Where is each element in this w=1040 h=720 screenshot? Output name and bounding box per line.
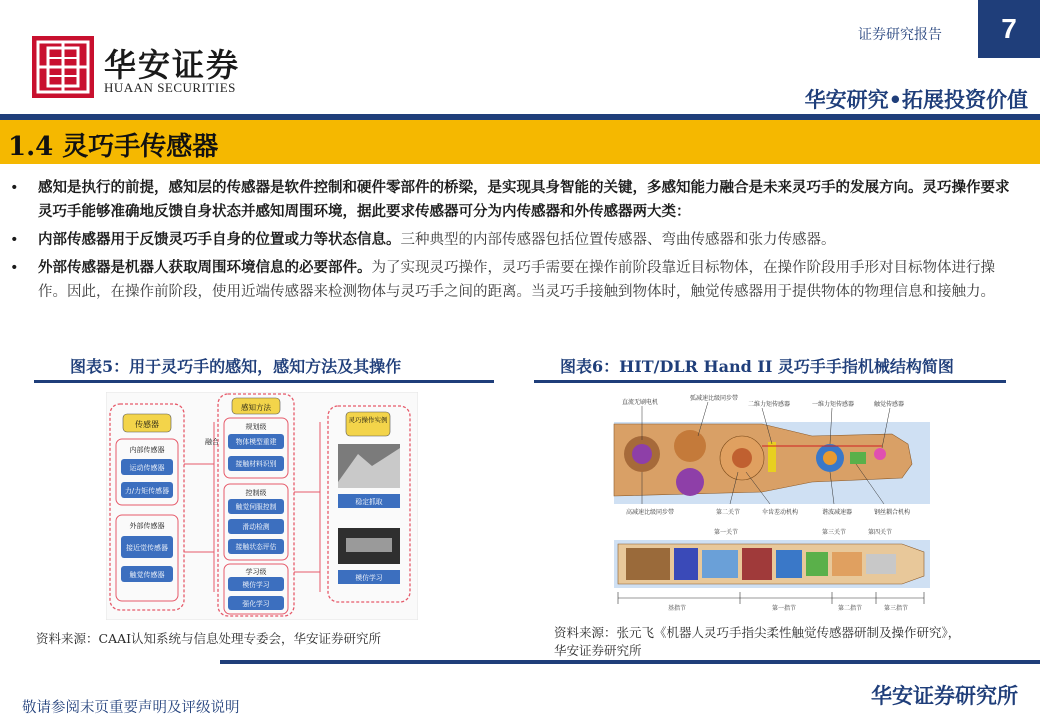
col3-header: 灵巧操作实例 [348, 416, 388, 424]
figure5-title-rule [34, 380, 494, 383]
report-type-label: 证券研究报告 [858, 27, 942, 43]
label-joint: 第四关节 [868, 529, 893, 536]
label-phalanx: 第二指节 [838, 605, 863, 612]
label-mid: 钢丝耦合机构 [874, 509, 911, 516]
label-top: 触觉传感器 [874, 401, 905, 408]
label-mid: 伞齿差动机构 [762, 509, 799, 516]
figure6-title: 图表6：HIT/DLR Hand II 灵巧手手指机械结构简图 [560, 357, 954, 376]
bullet-marker: • [10, 260, 19, 276]
col3-item: 模仿学习 [355, 574, 383, 582]
col2-group-title: 控制级 [245, 489, 267, 497]
bullet-bold-text: 感知是执行的前提，感知层的传感器是软件控制和硬件零部件的桥梁，是实现具身智能的关键，多感知能力融合是未来灵巧手的发展方向。灵巧操作要求灵巧手能够准确地反馈自身状态并感知周围环境，据此要求传感器可分为内传感器和外传感器两大类： [38, 179, 1010, 220]
figure5-sensing-diagram [106, 392, 418, 620]
col2-group-title: 学习级 [245, 568, 267, 576]
col2-item: 强化学习 [242, 600, 270, 608]
label-top: 二维力矩传感器 [748, 401, 791, 408]
bullet-bold-text: 内部传感器用于反馈灵巧手自身的位置或力等状态信息。 [38, 231, 401, 248]
figure6-source-line: 资料来源：张元飞《机器人灵巧手指尖柔性触觉传感器研制及操作研究》， [554, 625, 961, 640]
col1-item: 接近觉传感器 [126, 544, 168, 552]
bullet-item [10, 256, 1015, 304]
label-phalanx: 第三指节 [884, 605, 909, 612]
col2-item: 接触状态评估 [235, 543, 277, 551]
col1-item: 触觉传感器 [129, 571, 165, 579]
label-phalanx: 第一指节 [772, 605, 797, 612]
figure6-title-rule [534, 380, 1006, 383]
bullet-item [10, 228, 1015, 252]
footer-brand: 华安证券研究所 [871, 684, 1018, 708]
col2-group-title: 规划级 [245, 423, 267, 431]
figure6-source [554, 624, 960, 660]
page-number-badge: 7 [978, 0, 1040, 58]
figure5-title: 图表5：用于灵巧手的感知，感知方法及其操作 [70, 357, 402, 376]
section-title: 1.4 灵巧手传感器 [8, 132, 219, 162]
label-joint: 第三关节 [822, 529, 847, 536]
label-mid: 高减速比级同步带 [626, 509, 675, 516]
col1-group-title: 外部传感器 [129, 522, 165, 530]
label-joint: 第一关节 [714, 529, 739, 536]
bullet-item [10, 176, 1015, 224]
bullet-bold-text: 外部传感器是机器人获取周围环境信息的必要部件。 [38, 259, 372, 276]
col1-item: 力/力矩传感器 [124, 487, 170, 495]
col2-header: 感知方法 [241, 403, 271, 412]
col3-item: 稳定抓取 [355, 498, 383, 506]
label-top: 弧减速比级同步带 [690, 395, 739, 402]
header-slogan: 华安研究•拓展投资价值 [804, 88, 1028, 112]
bullet-marker: • [10, 232, 19, 248]
col2-item: 滑动检测 [242, 523, 270, 531]
logo-english-name: HUAAN SECURITIES [104, 80, 236, 95]
label-mid: 谐波减速器 [822, 509, 853, 516]
label-top: 直流无刷电机 [622, 399, 659, 406]
section-title-band [0, 120, 1040, 164]
footer-divider [220, 660, 1040, 664]
disclaimer-link[interactable]: 敬请参阅末页重要声明及评级说明 [22, 700, 240, 716]
label-top: 一维力矩传感器 [812, 401, 855, 408]
figure6-mechanism-diagram [612, 392, 932, 614]
bullet-list [10, 176, 1015, 308]
huaan-logo-icon [32, 36, 94, 98]
bullet-marker: • [10, 180, 19, 196]
figure5-source: 资料来源：CAAI认知系统与信息处理专委会，华安证券研究所 [36, 631, 382, 646]
figure6-source-line: 华安证券研究所 [554, 643, 642, 658]
logo-chinese-name: 华安证券 [104, 46, 241, 84]
col1-header: 传感器 [135, 420, 159, 429]
label-mid: 第二关节 [716, 509, 741, 516]
col1-group-title: 内部传感器 [129, 446, 165, 454]
bullet-normal-text: 为了实现灵巧操作，灵巧手需要在操作前阶段靠近目标物体，在操作阶段用手形对目标物体进行操作。因此，在操作前阶段，使用近端传感器来检测物体与灵巧手之间的距离。当灵巧手接触到物体时，触觉传感器用于提供物体的物理信息和接触力。 [38, 260, 995, 300]
col2-item: 物体模型重建 [235, 438, 277, 446]
col2-item: 触觉伺服控制 [235, 503, 277, 511]
fusion-label: 融合 [205, 438, 219, 446]
label-phalanx: 基指节 [668, 605, 687, 612]
col2-item: 模仿学习 [242, 581, 270, 589]
col1-item: 运动传感器 [129, 464, 165, 472]
col2-item: 接触材料识别 [235, 460, 277, 468]
bullet-normal-text: 三种典型的内部传感器包括位置传感器、弯曲传感器和张力传感器。 [400, 232, 836, 248]
